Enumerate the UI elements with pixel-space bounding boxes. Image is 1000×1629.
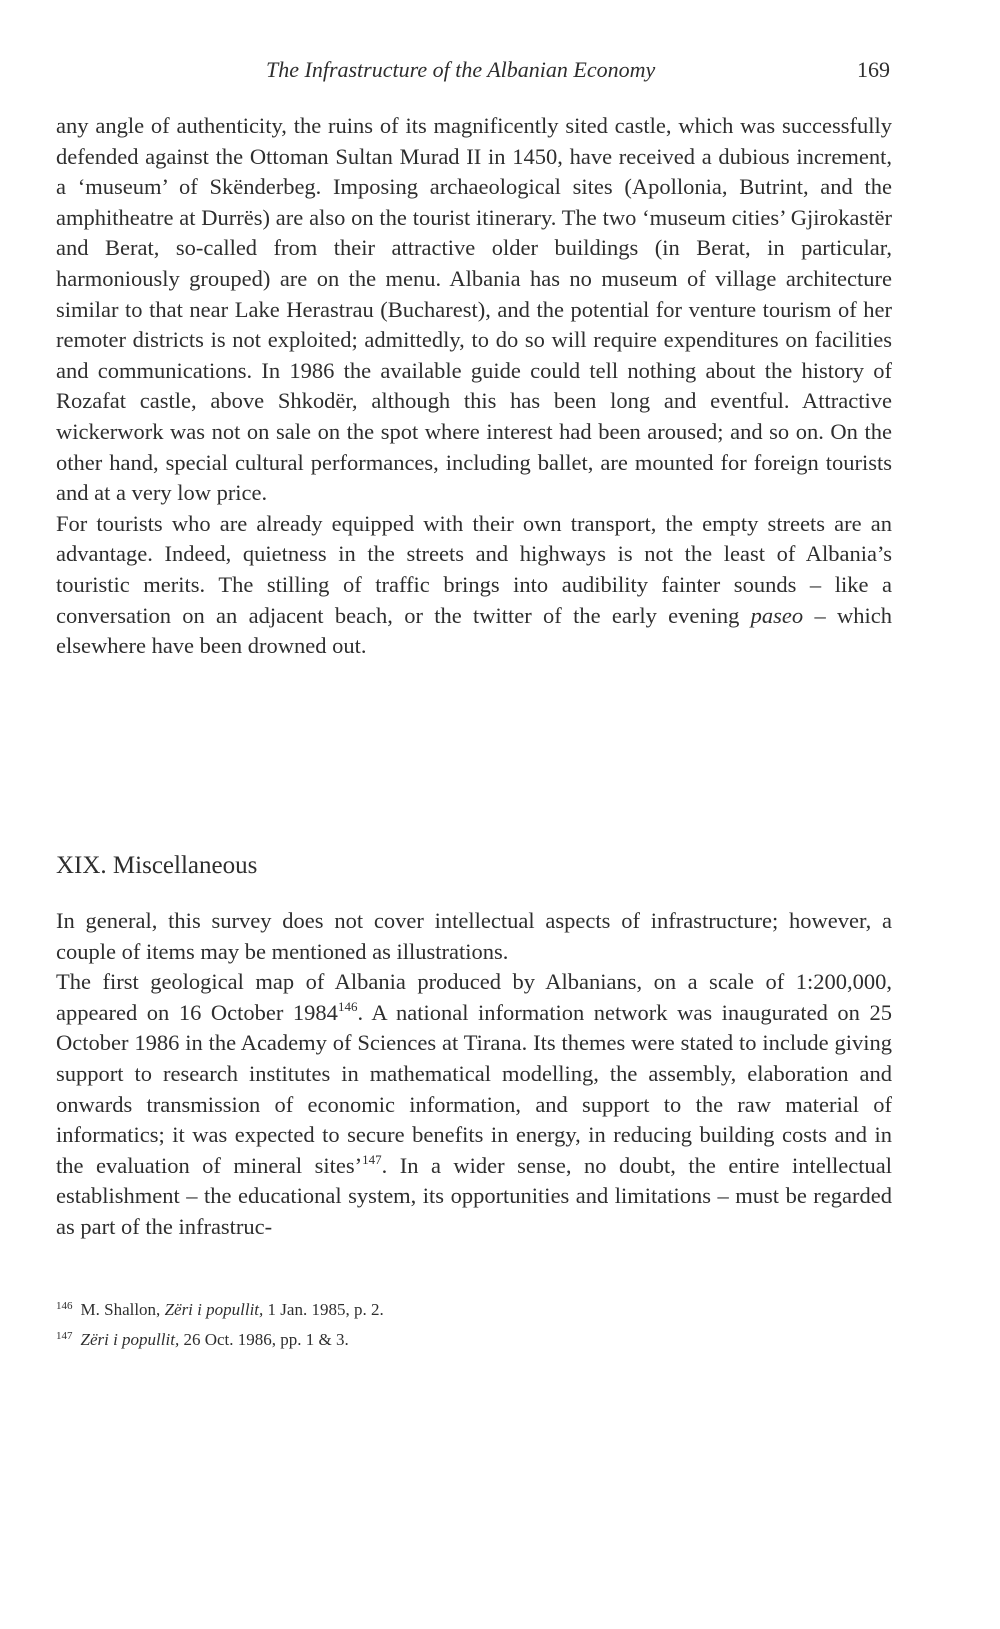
footnote-text: M. Shallon, [80,1300,165,1319]
running-title: The Infrastructure of the Albanian Economy [266,57,656,82]
italic-term: paseo [750,602,804,628]
footnote [56,1293,892,1323]
footnote-number: 147 [56,1330,73,1342]
paragraph-geological-map [56,967,892,1242]
page-number: 169 [857,57,890,82]
paragraph-text: . In a wider sense, no doubt, the entire intellectual establishment – the educational system, its opportunities and limitations – must be regarded as part of the infrastruc- [56,1152,892,1239]
footnote-reference: 147 [362,1151,382,1167]
footnote-text: 1 Jan. 1985, p. 2. [263,1300,384,1319]
paragraph-empty-streets [56,509,892,662]
paragraph-museum-sites: any angle of authenticity, the ruins of its magnificently sited castle, which was successfully defended against the Ottoman Sultan Murad II in 1450, have received a dubious increment, a ‘museum’ of Skënderbeg. Imposing archaeological sites (Apollonia, Butrint, and the amphitheatre at Durrës) are also on the tourist itinerary. The two ‘museum cities’ Gjirokastër and Berat, so-called from their attractive older buildings (in Berat, in particular, harmoniously grouped) are on the menu. Albania has no museum of village architecture similar to that near Lake Herastrau (Bucharest), and the potential for venture tourism of her remoter districts is not exploited; admittedly, to do so will require expenditures on facilities and communications. In 1986 the available guide could tell nothing about the history of Rozafat castle, above Shkodër, although this has been long and eventful. Attractive wickerwork was not on sale on the spot where interest had been aroused; and so on. On the other hand, special cultural performances, including ballet, are mounted for foreign tourists and at a very low price. [56,113,892,506]
footnote-text: 26 Oct. 1986, pp. 1 & 3. [179,1330,349,1349]
footnotes [56,1293,892,1353]
paragraph-text: – which elsewhere have been drowned out. [56,602,892,659]
footnote [56,1323,892,1353]
footnote-italic: Zëri i popullit, [80,1330,180,1349]
section-heading: XIX. Miscellaneous [56,852,258,879]
paragraph-text: For tourists who are already equipped with their own transport, the empty streets are an advantage. Indeed, quietness in the streets and highways is not the least of Albania’s touristic merits. The stilling of traffic brings into audibility fainter sounds – like a conversation on an adjacent beach, or the twitter of the early evening [56,510,892,628]
body-text [56,111,892,662]
paragraph-text: . A national information network was inaugurated on 25 October 1986 in the Academy of Sciences at Tirana. Its themes were stated to include giving support to research institutes in mathematical modelling, the assembly, elaboration and onwards transmission of economic information, and support to the raw material of informatics; it was expected to secure benefits in energy, in reducing building costs and in the evaluation of mineral sites’ [56,999,892,1178]
body-text-section [56,906,892,1243]
footnote-reference: 146 [337,998,358,1014]
paragraph-text: The first geological map of Albania produced by Albanians, on a scale of 1:200,000, appeared on 16 October 1984 [56,969,892,1025]
paragraph-intro: In general, this survey does not cover intellectual aspects of infrastructure; however, a couple of items may be mentioned as illustrations. [56,908,892,964]
footnote-number: 146 [56,1300,73,1312]
running-head [56,57,892,87]
footnote-italic: Zëri i popullit, [164,1300,264,1319]
